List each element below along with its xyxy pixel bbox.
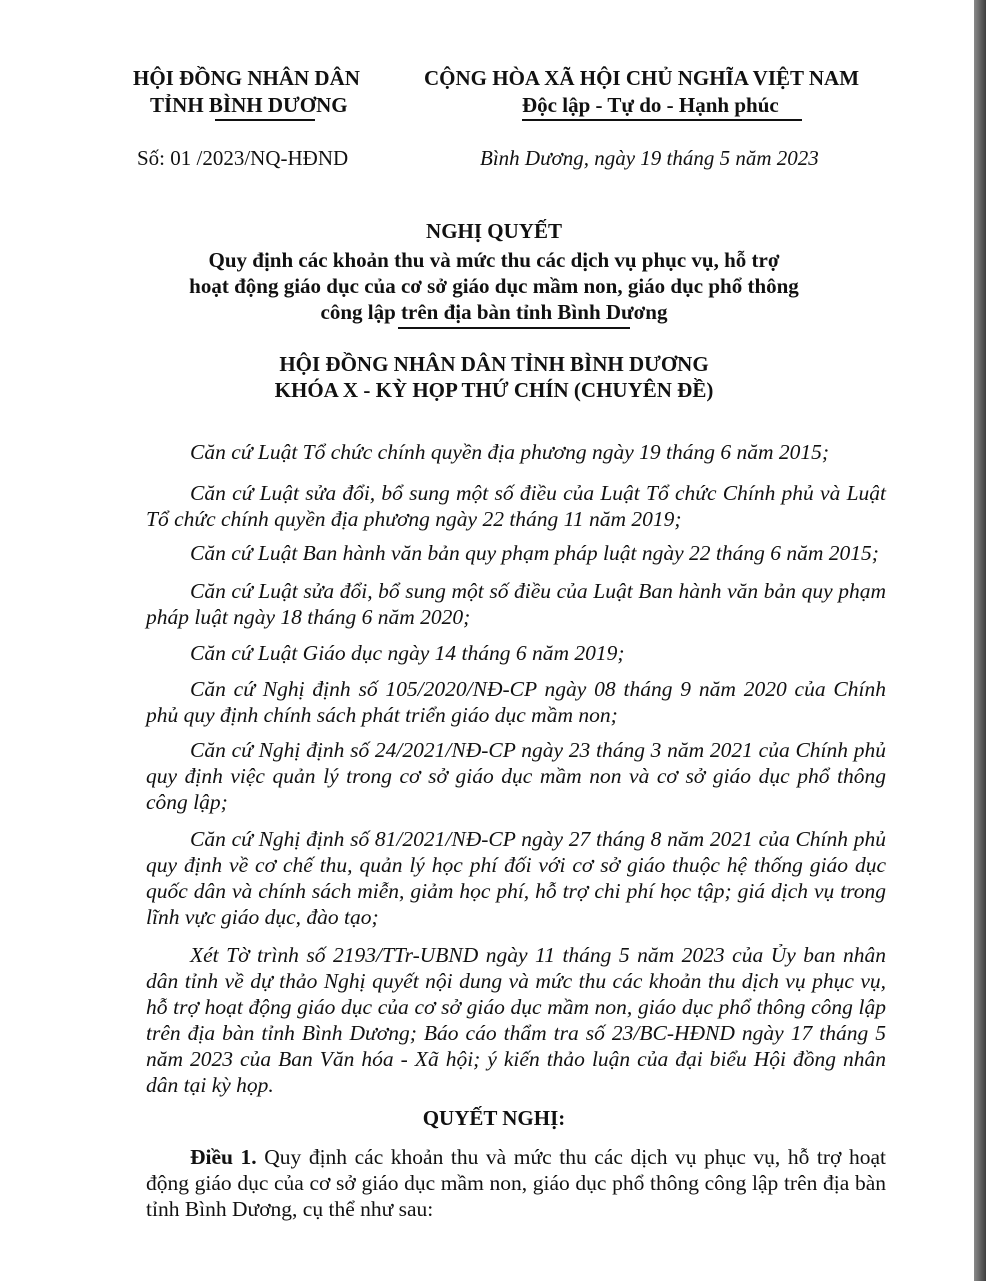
article-1	[146, 1144, 886, 1222]
legal-basis-6: Căn cứ Nghị định số 105/2020/NĐ-CP ngày 08 tháng 9 năm 2020 của Chính phủ quy định chính sách phát triển giáo dục mầm non;	[146, 677, 886, 727]
national-title: CỘNG HÒA XÃ HỘI CHỦ NGHĨA VIỆT NAM	[424, 66, 860, 90]
resolves-heading: QUYẾT NGHỊ:	[422, 1106, 566, 1130]
article-1-text: Quy định các khoản thu và mức thu các dịch vụ phục vụ, hỗ trợ hoạt động giáo dục của cơ sở giáo dục mầm non, giáo dục phổ thông công lập trên địa bàn tỉnh Bình Dương, cụ thể như sau:	[146, 1145, 886, 1221]
page-edge-shadow	[974, 0, 986, 1281]
document-number: Số: 01 /2023/NQ-HĐND	[137, 146, 349, 170]
legal-basis-5: Căn cứ Luật Giáo dục ngày 14 tháng 6 năm 2019;	[190, 641, 625, 665]
subject-line-1: Quy định các khoản thu và mức thu các dịch vụ phục vụ, hỗ trợ	[208, 248, 780, 272]
place-date: Bình Dương, ngày 19 tháng 5 năm 2023	[480, 146, 819, 170]
motto-underline	[522, 119, 802, 121]
national-motto: Độc lập - Tự do - Hạnh phúc	[522, 93, 779, 117]
subject-line-3: công lập trên địa bàn tỉnh Bình Dương	[320, 300, 668, 324]
legal-basis-3: Căn cứ Luật Ban hành văn bản quy phạm pháp luật ngày 22 tháng 6 năm 2015;	[190, 541, 879, 565]
issuer-agency-line2: TỈNH BÌNH DƯƠNG	[150, 93, 348, 117]
legal-basis-4: Căn cứ Luật sửa đổi, bổ sung một số điều của Luật Ban hành văn bản quy phạm pháp luật ngày 18 tháng 6 năm 2020;	[146, 579, 886, 629]
legal-basis-2: Căn cứ Luật sửa đổi, bổ sung một số điều của Luật Tổ chức Chính phủ và Luật Tổ chức chính quyền địa phương ngày 22 tháng 11 năm 2019;	[146, 481, 886, 531]
article-1-label: Điều 1.	[190, 1145, 257, 1169]
subject-underline	[398, 327, 630, 329]
council-session: KHÓA X - KỲ HỌP THỨ CHÍN (CHUYÊN ĐỀ)	[274, 378, 714, 402]
council-name: HỘI ĐỒNG NHÂN DÂN TỈNH BÌNH DƯƠNG	[279, 352, 709, 376]
legal-basis-7: Căn cứ Nghị định số 24/2021/NĐ-CP ngày 23 tháng 3 năm 2021 của Chính phủ quy định việc quản lý trong cơ sở giáo dục mầm non và cơ sở giáo dục phổ thông công lập;	[146, 738, 886, 814]
legal-basis-1: Căn cứ Luật Tổ chức chính quyền địa phương ngày 19 tháng 6 năm 2015;	[190, 440, 830, 464]
legal-basis-8: Căn cứ Nghị định số 81/2021/NĐ-CP ngày 27 tháng 8 năm 2021 của Chính phủ quy định về cơ chế thu, quản lý học phí đối với cơ sở giáo thuộc hệ thống giáo dục quốc dân và chính sách miễn, giảm học phí, hỗ trợ chi phí học tập; giá dịch vụ trong lĩnh vực giáo dục, đào tạo;	[146, 827, 886, 929]
subject-line-2: hoạt động giáo dục của cơ sở giáo dục mầm non, giáo dục phổ thông	[189, 274, 799, 298]
document-type: NGHỊ QUYẾT	[426, 219, 562, 243]
issuer-agency-line1: HỘI ĐỒNG NHÂN DÂN	[133, 66, 360, 90]
issuer-underline	[215, 119, 315, 121]
legal-basis-9: Xét Tờ trình số 2193/TTr-UBND ngày 11 tháng 5 năm 2023 của Ủy ban nhân dân tỉnh về dự thảo Nghị quyết nội dung và mức thu các khoản thu dịch vụ phục vụ, hỗ trợ hoạt động giáo dục của cơ sở giáo dục mầm non, giáo dục phổ thông công lập trên địa bàn tỉnh Bình Dương; Báo cáo thẩm tra số 23/BC-HĐND ngày 17 tháng 5 năm 2023 của Ban Văn hóa - Xã hội; ý kiến thảo luận của đại biểu Hội đồng nhân dân tại kỳ họp.	[146, 943, 886, 1097]
